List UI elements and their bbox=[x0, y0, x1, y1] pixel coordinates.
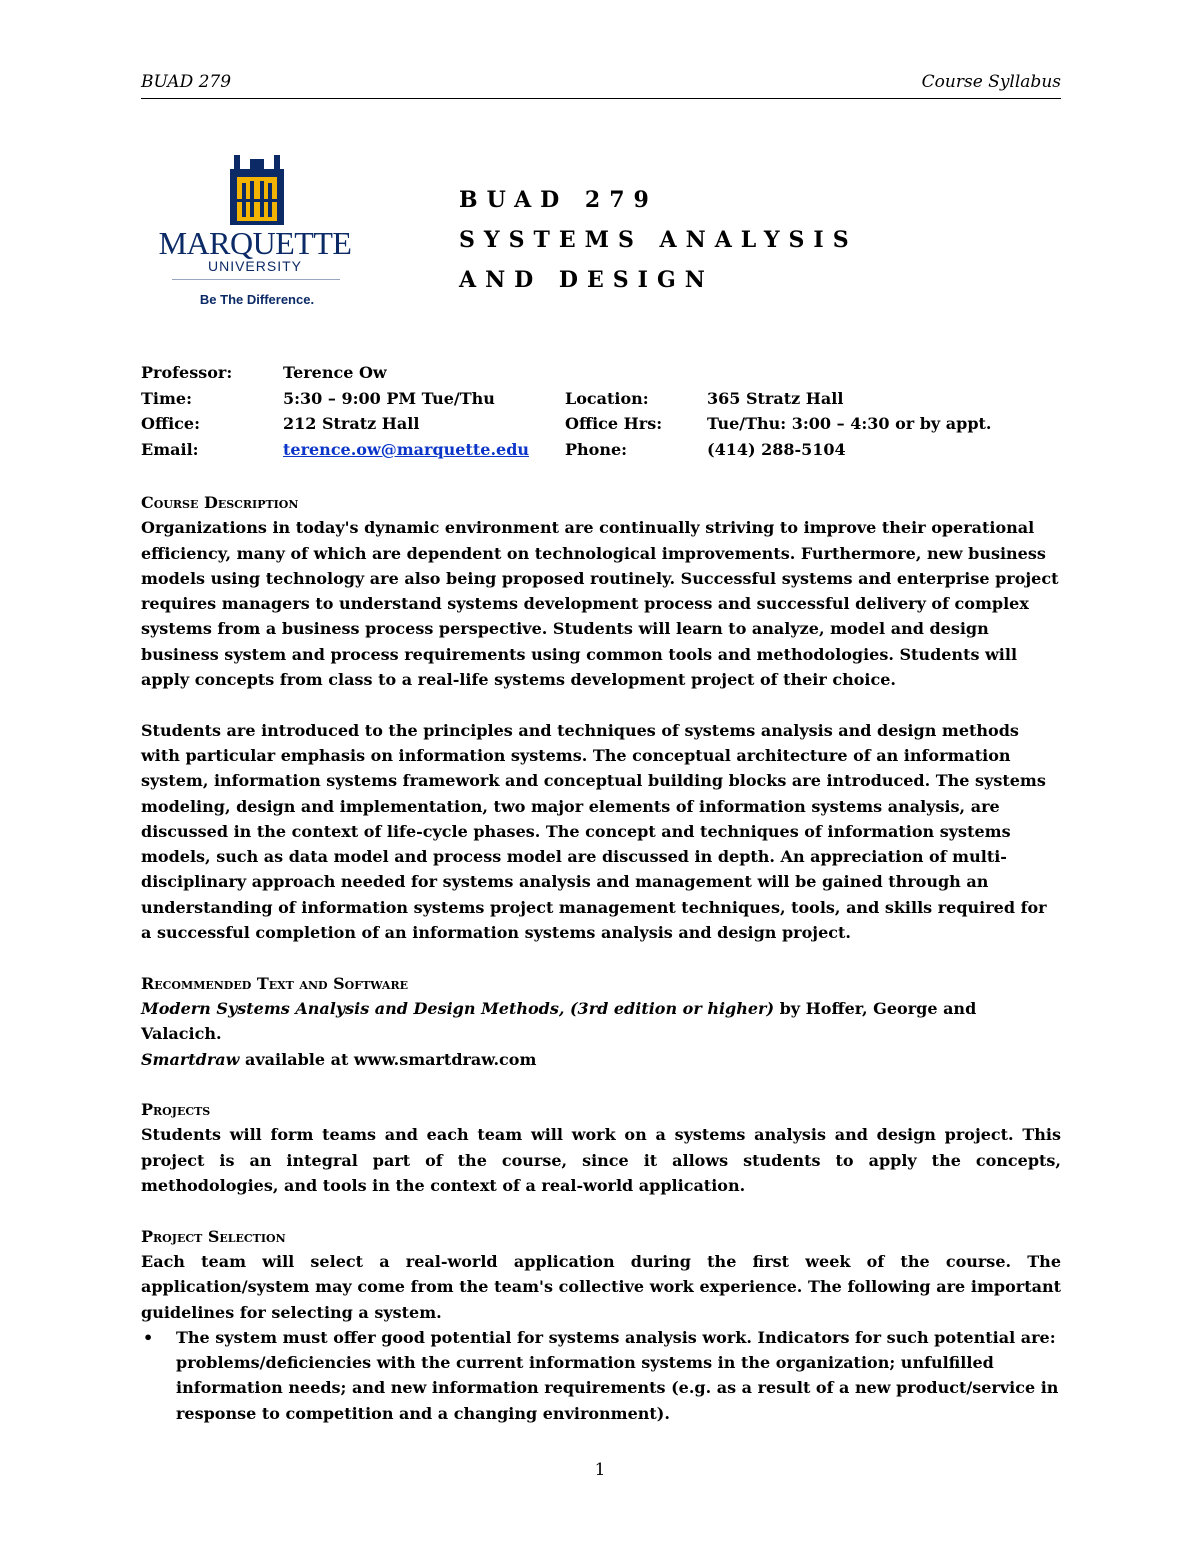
recommended-text bbox=[141, 996, 1061, 1047]
software-name: Smartdraw bbox=[141, 1049, 240, 1069]
guideline-bullet-1-text: The system must offer good potential for systems analysis work. Indicators for such potential are: problems/deficiencies with the current information systems in the organization; unfulfilled information needs; and new information requirements (e.g. as a result of a new product/service in response to competition and a changing environment). bbox=[176, 1327, 1059, 1423]
phone-label: Phone: bbox=[565, 439, 628, 459]
course-title-line-2: SYSTEMS ANALYSIS bbox=[459, 227, 858, 253]
running-header bbox=[141, 70, 1061, 99]
office-value: 212 Stratz Hall bbox=[283, 414, 420, 433]
course-description-paragraph-1: Organizations in today's dynamic environment are continually striving to improve their operational efficiency, many of which are dependent on technological improvements. Furthermore, new business models using technology are also being proposed routinely. Successful systems and enterprise project requires managers to understand systems development process and successful delivery of complex systems from a business process perspective. Students will learn to analyze, model and design business system and process requirements using common tools and methodologies. Students will apply concepts from class to a real-life systems development project of their choice. bbox=[141, 518, 1059, 690]
software-source: available at www.smartdraw.com bbox=[239, 1049, 537, 1069]
professor-value: Terence Ow bbox=[283, 363, 387, 382]
project-selection-paragraph: Each team will select a real-world application during the first week of the course. The application/system may come from the team's collective work experience. The following are important guidelines for selecting a system. bbox=[141, 1251, 1061, 1322]
office-hours-label: Office Hrs: bbox=[565, 414, 663, 433]
office-label: Office: bbox=[141, 414, 200, 433]
phone-value: (414) 288-5104 bbox=[707, 439, 846, 459]
tower-icon bbox=[230, 155, 284, 225]
location-value: 365 Stratz Hall bbox=[707, 388, 844, 408]
university-logo bbox=[152, 155, 362, 315]
recommended-heading: Recommended Text and Software bbox=[141, 973, 408, 993]
course-description-heading: Course Description bbox=[141, 493, 299, 512]
course-title bbox=[459, 180, 858, 300]
email-label: Email: bbox=[141, 439, 199, 459]
project-selection-heading: Project Selection bbox=[141, 1226, 286, 1246]
office-hours-value: Tue/Thu: 3:00 – 4:30 or by appt. bbox=[707, 414, 992, 433]
email-link[interactable]: terence.ow@marquette.edu bbox=[283, 439, 530, 459]
logo-tagline: Be The Difference. bbox=[199, 292, 315, 307]
bullet-icon: • bbox=[143, 1327, 154, 1347]
time-label: Time: bbox=[141, 388, 192, 408]
projects-heading: Projects bbox=[141, 1100, 211, 1120]
projects-paragraph: Students will form teams and each team will work on a systems analysis and design project. This project is an integral part of the course, since it allows students to apply the concepts, methodologies, and tools in the context of a real-world application. bbox=[141, 1125, 1061, 1196]
page-number: 1 bbox=[594, 1460, 606, 1480]
logo-divider bbox=[172, 279, 340, 280]
book-title: Modern Systems Analysis and Design Methods, (3rd edition or higher) bbox=[141, 998, 775, 1018]
guideline-bullet-1 bbox=[141, 1325, 1061, 1426]
recommended-software bbox=[141, 1047, 1061, 1072]
course-title-line-3: AND DESIGN bbox=[459, 267, 714, 293]
course-description-paragraph-2: Students are introduced to the principles and techniques of systems analysis and design methods with particular emphasis on information systems. The conceptual architecture of an information system, information systems framework and conceptual building blocks are introduced. The systems modeling, design and implementation, two major elements of information systems analysis, are discussed in the context of life-cycle phases. The concept and techniques of information systems models, such as data model and process model are discussed in depth. An appreciation of multi-disciplinary approach needed for systems analysis and management will be gained through an understanding of information systems project management techniques, tools, and skills required for a successful completion of an information systems analysis and design project. bbox=[141, 720, 1047, 943]
header-course-code: BUAD 279 bbox=[141, 72, 232, 92]
logo-wordmark: MARQUETTE bbox=[158, 225, 352, 261]
header-doc-type: Course Syllabus bbox=[921, 72, 1061, 92]
professor-label: Professor: bbox=[141, 363, 233, 382]
course-title-line-1: BUAD 279 bbox=[459, 187, 658, 213]
logo-subword: UNIVERSITY bbox=[207, 258, 302, 274]
syllabus-body bbox=[141, 490, 1061, 1426]
time-value: 5:30 – 9:00 PM Tue/Thu bbox=[283, 388, 495, 408]
book-authors: by Hoffer, George and Valacich. bbox=[141, 998, 977, 1044]
location-label: Location: bbox=[565, 388, 649, 408]
